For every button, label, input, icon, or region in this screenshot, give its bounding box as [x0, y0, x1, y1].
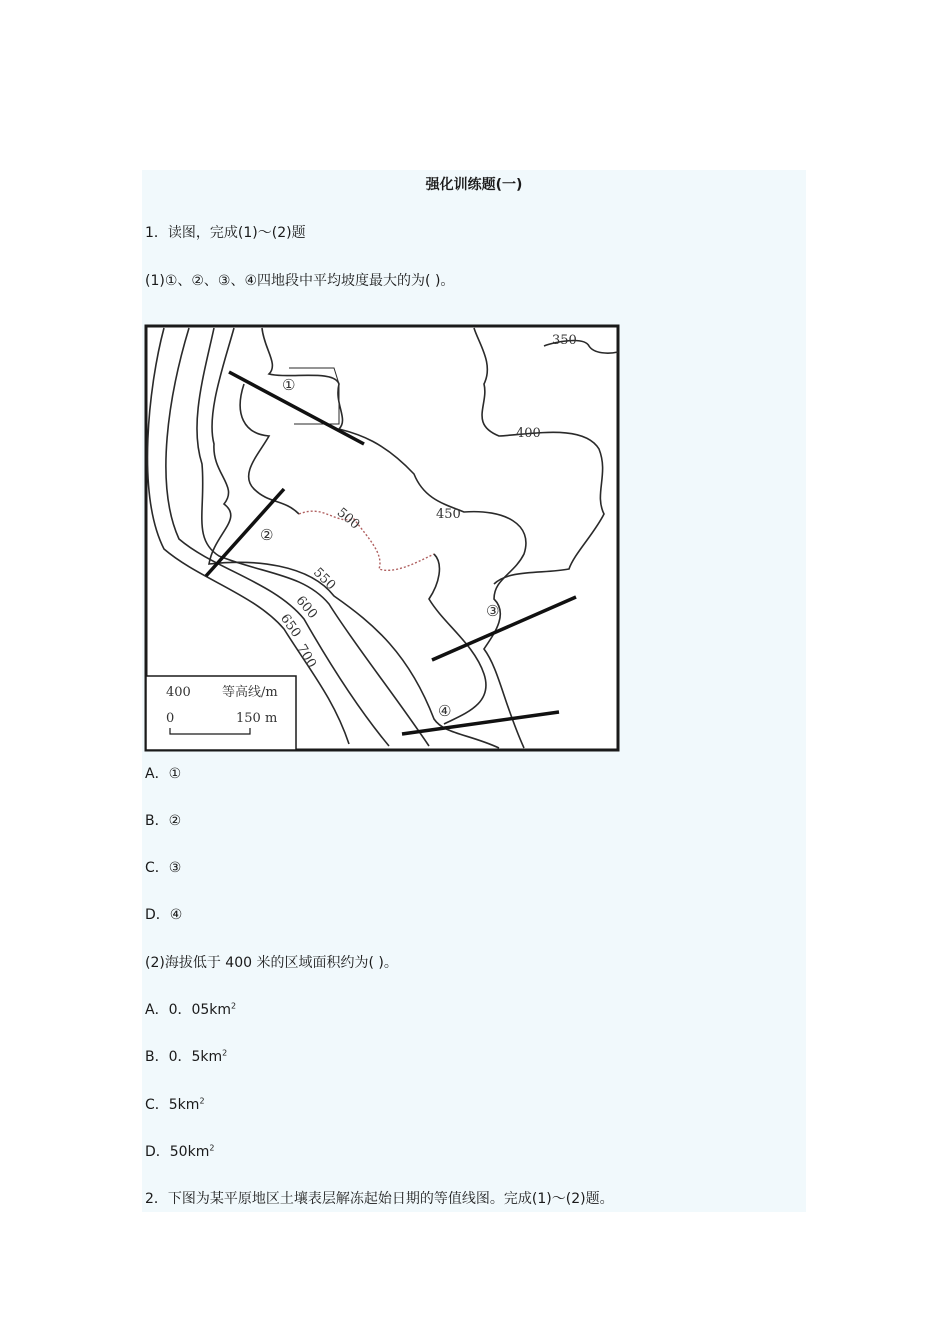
contour-label-350: 350	[552, 333, 577, 348]
scale-zero-label: 0	[166, 711, 175, 726]
question-1-sub1: (1)①、②、③、④四地段中平均坡度最大的为( )。	[145, 273, 455, 289]
question-1-sub2: (2)海拔低于 400 米的区域面积约为( )。	[145, 955, 398, 971]
contour-label-600: 600	[292, 593, 320, 622]
segment-label-1: ①	[282, 376, 296, 394]
segment-label-4: ④	[438, 702, 452, 720]
q1-sub2-option-b	[145, 1048, 227, 1066]
q1-sub1-option-c: C．③	[145, 860, 182, 876]
q1-sub1-option-b: B．②	[145, 813, 182, 829]
option-text: C．5km	[145, 1097, 200, 1113]
q1-sub1-option-a: A．①	[145, 766, 182, 782]
contour-map	[144, 324, 620, 752]
q1-sub2-option-a	[145, 1001, 236, 1019]
superscript: 2	[222, 1048, 228, 1058]
page-title: 强化训练题(一)	[425, 177, 523, 193]
superscript: 2	[199, 1096, 205, 1106]
document-page	[142, 170, 806, 1212]
option-text: D．50km	[145, 1144, 210, 1160]
contour-label-400: 400	[516, 426, 541, 441]
contour-label-550: 550	[310, 565, 339, 594]
scale-length-label: 150 m	[236, 711, 278, 726]
segment-label-2: ②	[260, 526, 274, 544]
q1-sub2-option-d	[145, 1143, 214, 1161]
contour-label-450: 450	[436, 507, 461, 522]
question-1-stem: 1．读图，完成(1)～(2)题	[145, 225, 306, 241]
question-2-stem: 2．下图为某平原地区土壤表层解冻起始日期的等值线图。完成(1)～(2)题。	[145, 1191, 614, 1207]
legend-sample-value: 400	[166, 685, 191, 700]
q1-sub1-option-d: D．④	[145, 907, 183, 923]
q1-sub2-option-c	[145, 1096, 205, 1114]
superscript: 2	[231, 1001, 237, 1011]
contour-label-650: 650	[276, 611, 304, 641]
option-text: B．0．5km	[145, 1049, 223, 1065]
legend-label: 等高线/m	[222, 685, 278, 700]
contour-label-700: 700	[293, 641, 319, 671]
option-text: A．0．05km	[145, 1002, 232, 1018]
superscript: 2	[209, 1143, 215, 1153]
contour-label-500: 500	[333, 505, 363, 533]
segment-label-3: ③	[486, 602, 500, 620]
